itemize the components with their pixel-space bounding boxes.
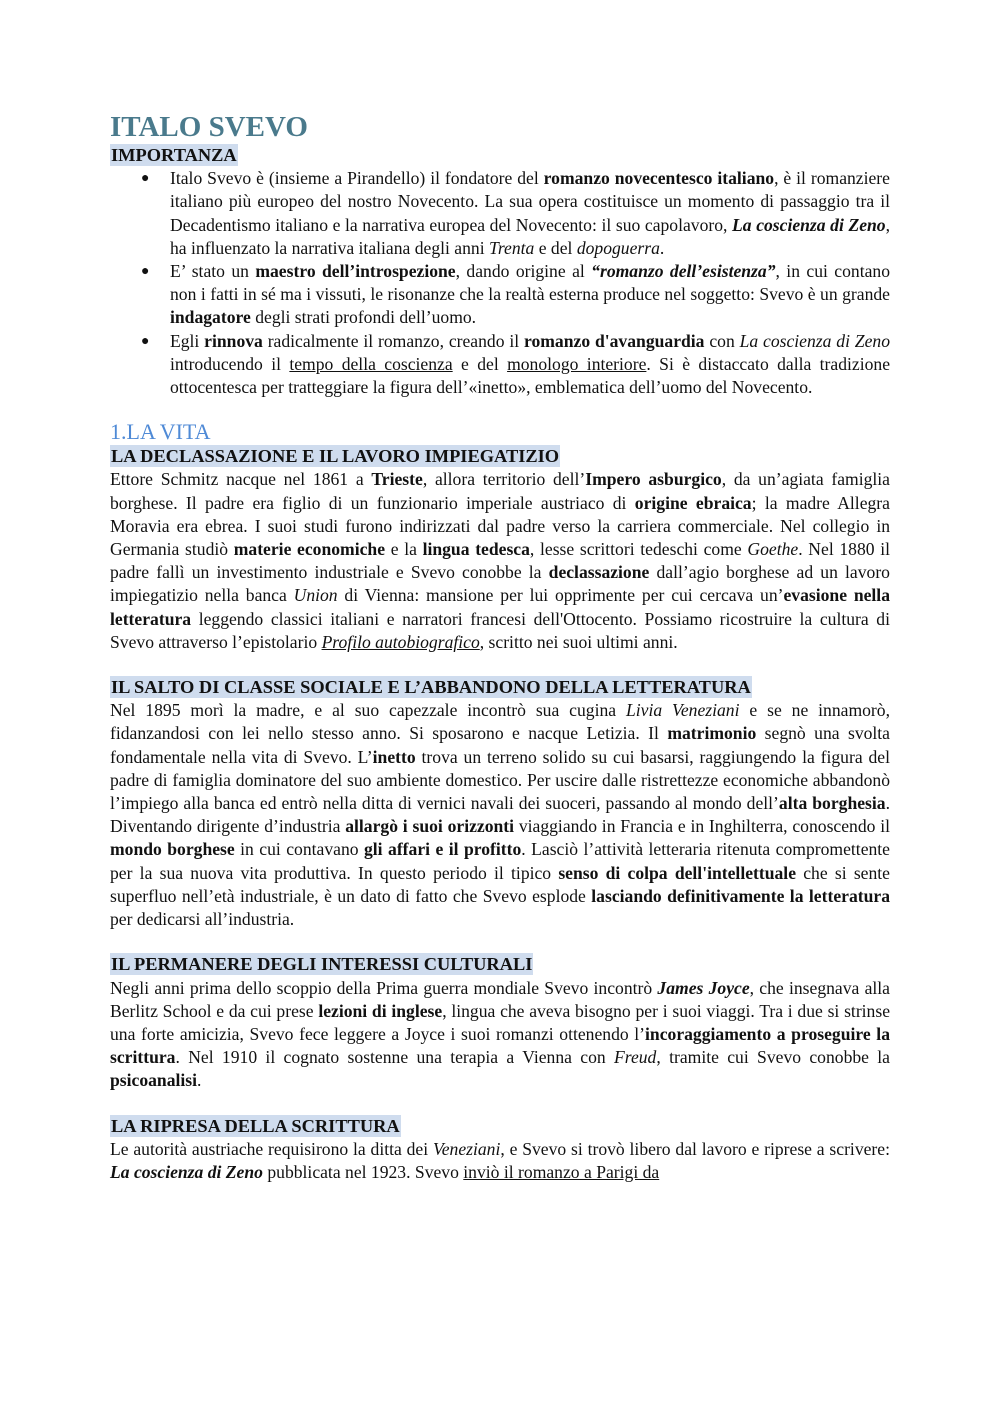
text-run: Trieste [371,469,423,490]
text-run: , allora territorio dell’ [422,469,586,490]
text-run: Union [293,585,338,606]
text-run: maestro dell’introspezione [255,261,456,282]
text-run: lasciando definitivamente la letteratura [591,885,890,906]
text-run: origine ebraica [634,492,752,513]
text-run: di Vienna: mansione per lui opprimente per cui cercava un’ [337,585,784,606]
section-heading-ripresa-scrittura: LA RIPRESA DELLA SCRITTURA [111,1115,400,1136]
text-run: , dando origine al [455,261,592,282]
text-run: gli affari e il profitto [364,839,522,860]
bullet-text [170,331,890,397]
text-run: lingua tedesca [422,539,530,560]
text-run: . Diventando dirigente d’industria [110,793,890,837]
text-run: , è il romanziere italiano più europeo del nostro Novecento. La sua opera costituisce un momento di passaggio tra il Decadentismo italiano e la narrativa europea del Novecento: il suo capolavoro, [170,168,890,235]
text-run: , tramite cui Svevo conobbe la [656,1047,890,1068]
bullet-dot-icon: ● [141,171,150,187]
paragraph-interessi-culturali [110,977,890,1093]
text-run: Negli anni prima dello scoppio della Prima guerra mondiale Svevo incontrò [110,977,658,998]
text-run: Livia Veneziani [625,700,740,721]
text-run: evasione nella letteratura [110,585,890,629]
text-run: Veneziani [432,1138,501,1159]
importanza-bullet [110,167,890,260]
text-run: dopoguerra [576,237,660,258]
bullet-dot-icon: ● [141,333,150,349]
text-run: La coscienza di Zeno [739,330,890,351]
text-run: , e Svevo si trovò libero dal lavoro e riprese a scrivere: [500,1138,890,1159]
text-run: in cui contavano [234,839,364,860]
text-run: Nel 1895 morì la madre, e al suo capezzale incontrò sua cugina [110,700,626,721]
text-run: Egli [170,330,205,351]
text-run: , che insegnava alla Berlitz School e da cui prese [110,977,890,1021]
text-run: per dedicarsi all’industria. [110,909,295,930]
text-run: , in cui contano non i fatti in sé ma i vissuti, le risonanze che la realtà esterna produce nel soggetto: Svevo è un grande [170,261,890,305]
text-run: “romanzo dell’esistenza” [591,261,776,282]
text-run: . Lasciò l’attività letteraria ritenuta compromettente per la sua nuova vita produttiva. In questo periodo il tipico [110,839,890,883]
section-heading-importanza: IMPORTANZA [111,145,237,165]
text-run: Trenta [489,237,535,258]
text-run: Profilo autobiografico [321,631,480,652]
paragraph-salto-classe [110,699,890,931]
text-run: Ettore Schmitz nacque nel 1861 a [110,469,372,490]
text-run: senso di colpa dell'intellettuale [558,862,797,883]
text-run: Italo Svevo è (insieme a Pirandello) il fondatore del [170,168,544,189]
text-run: La coscienza di Zeno [732,214,886,235]
text-run: Goethe [747,539,799,560]
text-run: . Nel 1880 il padre fallì un investimento industriale e Svevo conobbe la [110,539,891,583]
text-run: , lesse scrittori tedeschi come [529,539,748,560]
section-heading-salto-classe: IL SALTO DI CLASSE SOCIALE E L’ABBANDONO DELLA LETTERATURA [111,677,751,698]
text-run: dall’agio borghese ad un lavoro impiegatizio nella banca [110,562,890,606]
text-run: pubblicata nel 1923. Svevo [262,1161,464,1182]
text-run: ; la madre Allegra Moravia era ebrea. I suoi studi furono indirizzati dal padre verso la carriera commerciale. Nel collegio in Germania studiò [110,492,890,560]
text-run: . [197,1070,202,1091]
text-run: , da un’agiata famiglia borghese. Il padre era figlio di un funzionario imperiale austriaco di [110,469,890,513]
text-run: alta borghesia [778,793,886,814]
text-run: psicoanalisi [110,1070,198,1091]
section-heading-declassazione: LA DECLASSAZIONE E IL LAVORO IMPIEGATIZIO [111,446,560,467]
text-run: . [659,237,665,258]
text-run: trova un terreno solido su cui basarsi, raggiungendo la figura del padre di famiglia dominatore del suo ambiente domestico. Per uscire dalle ristrettezze economiche abbandonò l’impiego alla banca ed entrò nella ditta di vernici navali dei suoceri, passando al mondo dell’ [110,746,890,814]
text-run: inetto [372,746,416,767]
text-run: Freud [614,1047,657,1068]
text-run: E’ stato un [170,261,256,282]
text-run: e del [534,237,577,258]
text-run: tempo della coscienza [289,353,453,374]
bullet-text [170,261,890,327]
text-run: La coscienza di Zeno [110,1161,263,1182]
text-run: materie economiche [233,539,386,560]
text-run: , scritto nei suoi ultimi anni. [479,631,678,652]
text-run: con [704,330,740,351]
text-run: lezioni di inglese [318,1000,443,1021]
text-run: matrimonio [667,723,757,744]
text-run: leggendo classici italiani e narratori francesi dell'Ottocento. Possiamo ricostruire la cultura di Svevo attraverso l’epistolario [110,608,890,652]
text-run: romanzo d'avanguardia [523,330,705,351]
text-run: declassazione [548,562,650,583]
text-run: incoraggiamento a proseguire la scrittura [110,1023,890,1068]
text-run: viaggiando in Francia e in Inghilterra, conoscendo il [514,816,890,837]
chapter-heading-vita: 1.LA VITA [110,419,211,445]
document-page [110,110,890,1184]
text-run: che si sente superfluo nell’età industriale, è un dato di fatto che Svevo esplode [110,862,890,906]
text-run: radicalmente il romanzo, creando il [262,330,524,351]
text-run: . Nel 1910 il cognato sostenne una terapia a Vienna con [175,1047,615,1068]
text-run: mondo borghese [110,839,235,860]
text-run: . Si è distaccato dalla tradizione ottocentesca per tratteggiare la figura dell’«inetto», emblematica dell’uomo del Novecento. [170,353,891,398]
bullet-text [170,168,890,258]
text-run: e se ne innamorò, fidanzandosi con lei nello stesso anno. Si sposarono e nacque Letizia. Il [110,700,890,744]
document-title: ITALO SVEVO [110,111,308,143]
importanza-bullet-list [110,167,890,399]
text-run: monologo interiore [507,353,647,374]
importanza-bullet [110,260,890,330]
section-heading-interessi-culturali: IL PERMANERE DEGLI INTERESSI CULTURALI [111,954,533,975]
paragraph-ripresa-scrittura [110,1138,890,1184]
text-run: James Joyce [657,977,750,998]
text-run: indagatore [170,307,251,328]
bullet-dot-icon: ● [141,264,150,280]
text-run: Le autorità austriache requisirono la ditta dei [110,1138,433,1159]
text-run: romanzo novecentesco italiano [543,168,775,189]
text-run: inviò il romanzo a Parigi da [463,1161,660,1182]
text-run: , lingua che aveva bisogno per i suoi viaggi. Tra i due si strinse una forte amicizia, Svevo fece leggere a Joyce i suoi romanzi ottenendo l’ [110,1000,891,1044]
text-run: , ha influenzato la narrativa italiana degli anni [170,214,890,258]
text-run: introducendo il [170,353,290,374]
text-run: e del [452,353,508,374]
text-run: Impero asburgico [585,469,722,490]
text-run: rinnova [204,330,263,351]
importanza-bullet [110,330,890,400]
paragraph-declassazione [110,468,890,654]
text-run: allargò i suoi orizzonti [345,816,515,837]
text-run: e la [385,539,423,560]
text-run: degli strati profondi dell’uomo. [250,307,477,328]
text-run: segnò una svolta fondamentale nella vita di Svevo. L’ [110,723,890,767]
